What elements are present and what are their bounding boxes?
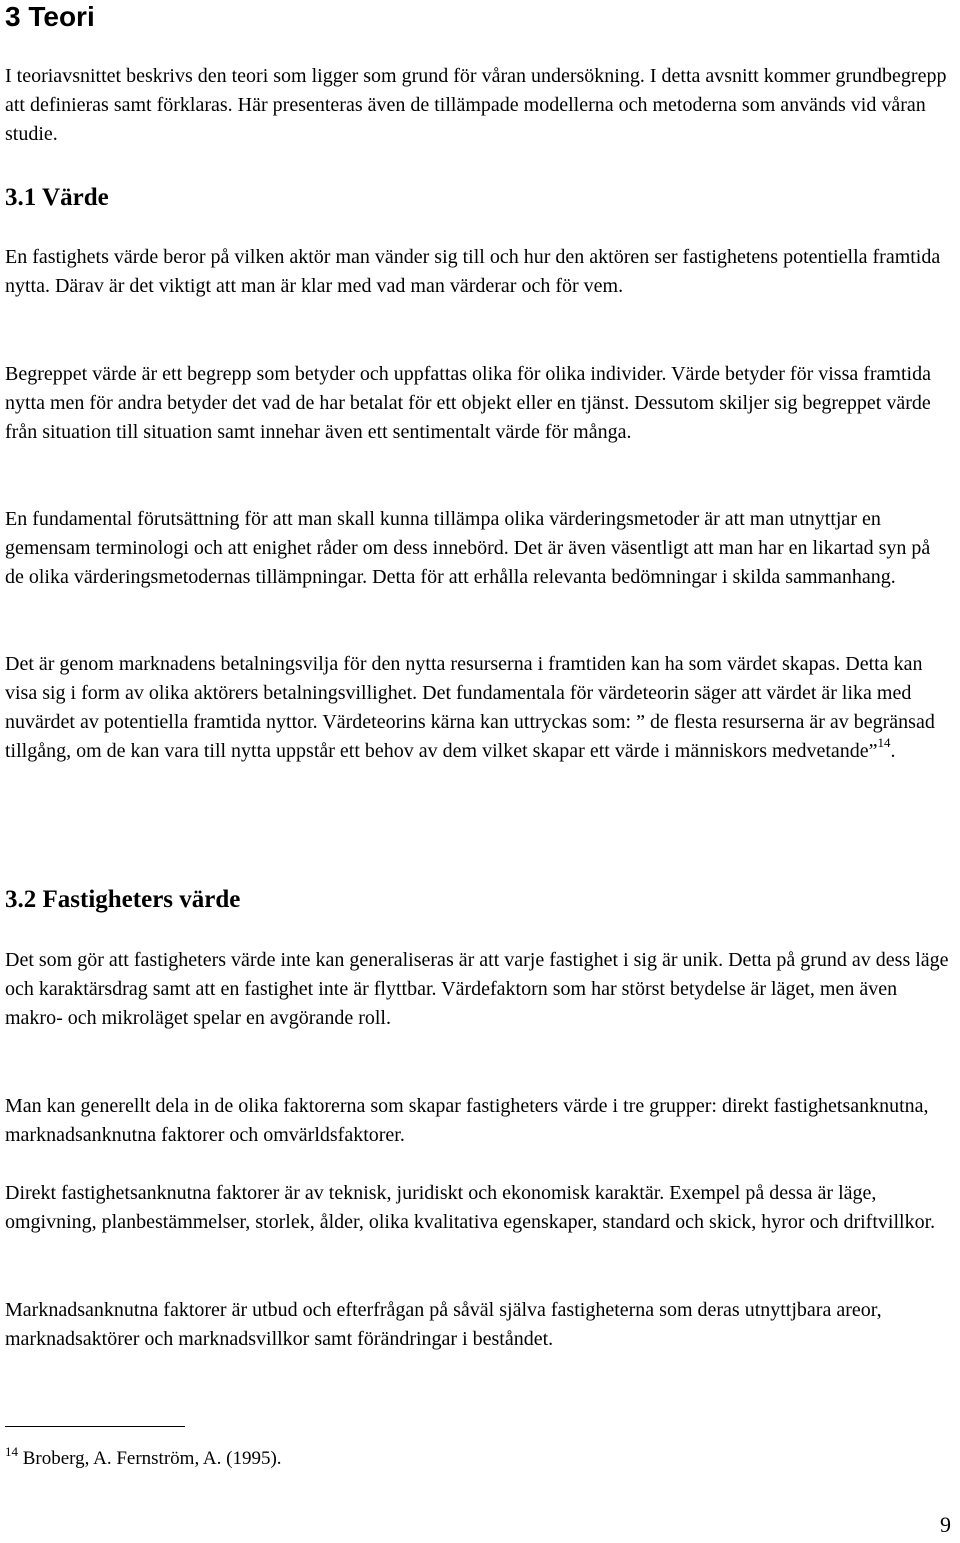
page-number: 9 (940, 1512, 951, 1537)
paragraph-end: . (890, 740, 896, 762)
section1-paragraph-1: En fastighets värde beror på vilken aktör man vänder sig till och hur den aktören ser fastighetens potentiella framtida nytta. Därav är det viktigt att man är klar med vad man värderar och för vem. (5, 246, 941, 297)
section1-paragraph-2: Begreppet värde är ett begrepp som betyder och uppfattas olika för olika individer. Värde betyder för vissa framtida nytta men för andra betyder det vad de har betalat för ett objekt eller en tjänst. Dessutom skiljer sig begreppet värde från situation till situation samt innehar även ett sentimentalt värde för många. (5, 363, 931, 443)
section-heading-3-1: 3.1 Värde (5, 184, 109, 211)
section-heading-3-2: 3.2 Fastigheters värde (5, 886, 241, 913)
section2-paragraph-2: Man kan generellt dela in de olika faktorerna som skapar fastigheters värde i tre grupper: direkt fastighetsanknutna, marknadsanknutna faktorer och omvärldsfaktorer. (5, 1095, 929, 1146)
footnote-number: 14 (5, 1444, 18, 1459)
intro-paragraph: I teoriavsnittet beskrivs den teori som ligger som grund för våran undersökning. I detta avsnitt kommer grundbegrepp att definieras samt förklaras. Här presenteras även de tillämpade modellerna och metoderna som används vid våran studie. (5, 65, 947, 145)
section2-paragraph-3: Direkt fastighetsanknutna faktorer är av teknisk, juridiskt och ekonomisk karaktär. Exempel på dessa är läge, omgivning, planbestämmelser, storlek, ålder, olika kvalitativa egenskaper, standard och skick, hyror och driftvillkor. (5, 1182, 936, 1233)
section2-paragraph-4: Marknadsanknutna faktorer är utbud och efterfrågan på såväl själva fastigheterna som deras utnyttjbara areor, marknadsaktörer och marknadsvillkor samt förändringar i beståndet. (5, 1299, 882, 1350)
footnote-divider (5, 1426, 185, 1427)
footnote-reference: 14 (877, 735, 891, 750)
section1-paragraph-3: En fundamental förutsättning för att man skall kunna tillämpa olika värderingsmetoder är att man utnyttjar en gemensam terminologi och att enighet råder om dess innebörd. Det är även väsentligt att man har en likartad syn på de olika värderingsmetodernas tillämpningar. Detta för att erhålla relevanta bedömningar i skilda sammanhang. (5, 508, 931, 588)
footnote (5, 1444, 282, 1472)
chapter-heading: 3 Teori (5, 1, 95, 32)
footnote-text: Broberg, A. Fernström, A. (1995). (18, 1448, 282, 1469)
section2-paragraph-1: Det som gör att fastigheters värde inte kan generaliseras är att varje fastighet i sig är unik. Detta på grund av dess läge och karaktärsdrag samt att en fastighet inte är flyttbar. Värdefaktorn som har störst betydelse är läget, men även makro- och mikroläget spelar en avgörande roll. (5, 949, 949, 1029)
paragraph-text: Det är genom marknadens betalningsvilja för den nytta resurserna i framtiden kan ha som värdet skapas. Detta kan visa sig i form av olika aktörers betalningsvillighet. Det fundamentala för värdeteorin säger att värdet är lika med nuvärdet av potentiella framtida nyttor. Värdeteorins kärna kan uttryckas som: ” de flesta resurserna är av begränsad tillgång, om de kan vara till nytta uppstår ett behov av dem vilket skapar ett värde i människors medvetande” (5, 653, 935, 762)
section1-paragraph-4 (5, 650, 950, 767)
